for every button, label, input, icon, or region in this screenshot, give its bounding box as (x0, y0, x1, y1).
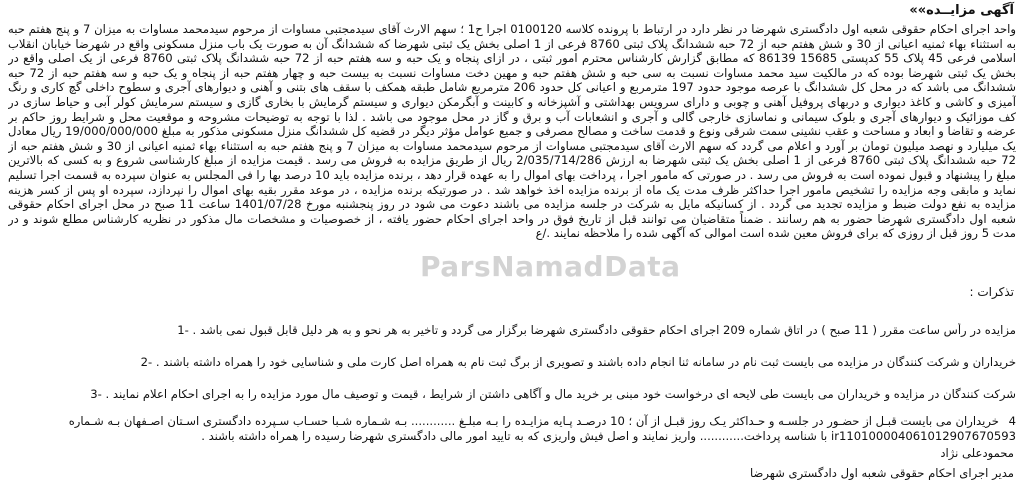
note-item-2 (8, 355, 1016, 370)
note-number: -3 (90, 387, 102, 401)
note-text: مزایده در رأس ساعت مقرر ( 11 صبح ) در اتاق شماره 209 اجرای احکام حقوقی دادگستری شهرضا برگزار می گردد و تاخیر به هر نحو و به هر دلیل قابل قبول نمی باشد . (192, 323, 1016, 337)
note-item-1 (8, 323, 1016, 338)
note-number: 4 (1008, 414, 1016, 428)
note-number: -1 (177, 323, 189, 337)
note-text: خریداران و شرکت کنندگان در مزایده می بایست ثبت نام در سامانه ثنا انجام داده باشند و تصویری از برگ ثبت نام به همراه اصل کارت ملی و شناسایی خود را همراه داشته باشند . (155, 355, 1016, 369)
note-item-3 (8, 387, 1016, 402)
note-number: -2 (140, 355, 153, 369)
note-text: خریداران می بایست قبـل از حضـور در جلسـه و حـداکثر یـک روز قبـل از آن ؛ 10 درصـد پـایه مزایـده را بـه مبلـغ ............ بـه شـماره شـبا حسـاب سـپرده دادگستری اسـتان اصـفهان بـه شـماره ir110100004061012907670593 با شناسه پرداخت............ واریز نمایند و اصل فیش واریزی که به تایید امور مالی دادگستری شهرضا رسیده را همراه داشته باشند . (68, 414, 1016, 443)
notice-title: آگهی مزایــده»» (909, 3, 1014, 18)
notes-heading: تذکرات : (969, 285, 1014, 299)
signature-name: محمودعلی نژاد (940, 446, 1014, 460)
note-item-4 (8, 414, 1016, 443)
watermark-logo: ParsNamadData (420, 250, 681, 283)
signature-title: مدیر اجرای احکام حقوقی شعبه اول دادگستری شهرضا (749, 466, 1014, 480)
note-text: شرکت کنندگان در مزایده و خریداران می بایست طی لایحه ای درخواست خود مبنی بر خرید مال و آگاهی داشتن از شرایط ، قیمت و توصیف مال مورد مزایده را به اجرای احکام اعلام نمایند . (105, 387, 1016, 401)
notice-body: واحد اجرای احکام حقوقی شعبه اول دادگستری شهرضا در نظر دارد در ارتباط با پرونده کلاسه 0100120 اجرا ح1 ؛ سهم الارث آقای سیدمجتبی مساوات از مرحوم سیدمحمد مساوات به میزان 7 و پنج هفتم حبه به استثناء بهاء ثمنیه اعیانی از 30 و شش هفتم حبه از 72 حبه ششدانگ پلاک ثبتی 8760 فرعی از 1 اصلی بخش یک ثبتی شهرضا که ششدانگ آن به صورت یک باب منزل مسکونی واقع در شهرضا خیابان انقلاب اسلامی فرعی 45 پلاک 55 کدپستی 15685 86139 که مطابق گزارش کارشناس محترم امور ثبتی ، در ازای پنجاه و یک حبه و سه هفتم حبه از 72 حبه ششدانگ پلاک ثبتی 8760 فرعی از یک اصلی واقع در بخش یک ثبتی شهرضا بوده که در مالکیت سید محمد مساوات نسبت به سی حبه و شش هفتم حبه و مهین دخت مساوات نسبت به بیست حبه و چهار هفتم حبه از پنجاه و یک حبه و سه هفتم حبه از 72 حبه ششدانگ می باشد که در محل کل ششدانگ با عرصه موجود حدود 197 مترمربع و اعیانی کل حدود 206 مترمربع شامل طبقه همکف با سقف های بتنی و آهنی و دیوارهای آجری و سطوح داخلی گچ کاری و رنگ آمیزی و کاشی و کاغذ دیواری و دربهای پروفیل آهنی و چوبی و دارای سرویس بهداشتی و آشپزخانه و کابینت و آبگرمکن دیواری و سیستم گرمایش با بخاری گازی و سیستم سرمایش کولر آبی و حیاط سازی در کف موزائیک و دیوارهای آجری و بلوک سیمانی و نماسازی خارجی گالی و آجری و انشعابات آب و برق و گاز در محل موجود می باشد . لذا با توجه به توضیحات مشروحه و موقعیت محل و شرایط روز حاکم بر عرضه و تقاضا و ابعاد و مساحت و عقب نشینی سمت شرقی ونوع و قدمت ساخت و مصالح مصرفی و جمیع عوامل مؤثر دیگر در قضیه کل ششدانگ منزل مسکونی مذکور به مبلغ 19/000/000/000 ریال معادل یک میلیارد و نهصد میلیون تومان بر آورد و اعلام می گردد که سهم الارث آقای سیدمجتبی مساوات از مرحوم سیدمحمد مساوات به میزان 7 و پنج هفتم حبه به استثناء بهاء ثمنیه اعیانی از 30 و شش هفتم حبه از 72 حبه ششدانگ پلاک ثبتی 8760 فرعی از 1 اصلی بخش یک ثبتی شهرضا به ارزش 2/035/714/286 ریال از طریق مزایده به فروش می رسد . قیمت مزایده از مبلغ کارشناسی شروع و به کسی که بالاترین مبلغ را پیشنهاد و قبول نموده است به فروش می رسد . در صورتی که مامور اجرا ، پرداخت بهای اموال را به عهده قرار دهد ، برنده مزایده باید 10 درصد بها را فی المجلس به عنوان سپرده به قسمت اجرا تسلیم نماید و مابقی وجه مزایده را تشخیص مامور اجرا حداکثر ظرف مدت یک ماه از برنده مزایده اخذ خواهد شد . در صورتیکه برنده مزایده ، در موعد مقرر بقیه بهای اموال را نپردازد، سپرده او پس از کسر هزینه مزایده به نفع دولت ضبط و مزایده تجدید می گردد . از کسانیکه مایل به شرکت در جلسه مزایده می باشند دعوت می شود در روز پنجشنبه مورخ 1401/07/28 ساعت 11 صبح در محل اجرای احکام حقوقی شعبه اول دادگستری شهرضا حضور به هم رسانند . ضمناً متقاضیان می توانند قبل از تاریخ فوق در واحد اجرای احکام حضور یافته ، از خصوصیات و مشخصات مال مذکور در نظریه کارشناس مطلع شوند و در مدت 5 روز قبل از روزی که برای فروش معین شده است اموالی که آگهی شده را ملاحظه نمایند ./ع (8, 22, 1016, 241)
